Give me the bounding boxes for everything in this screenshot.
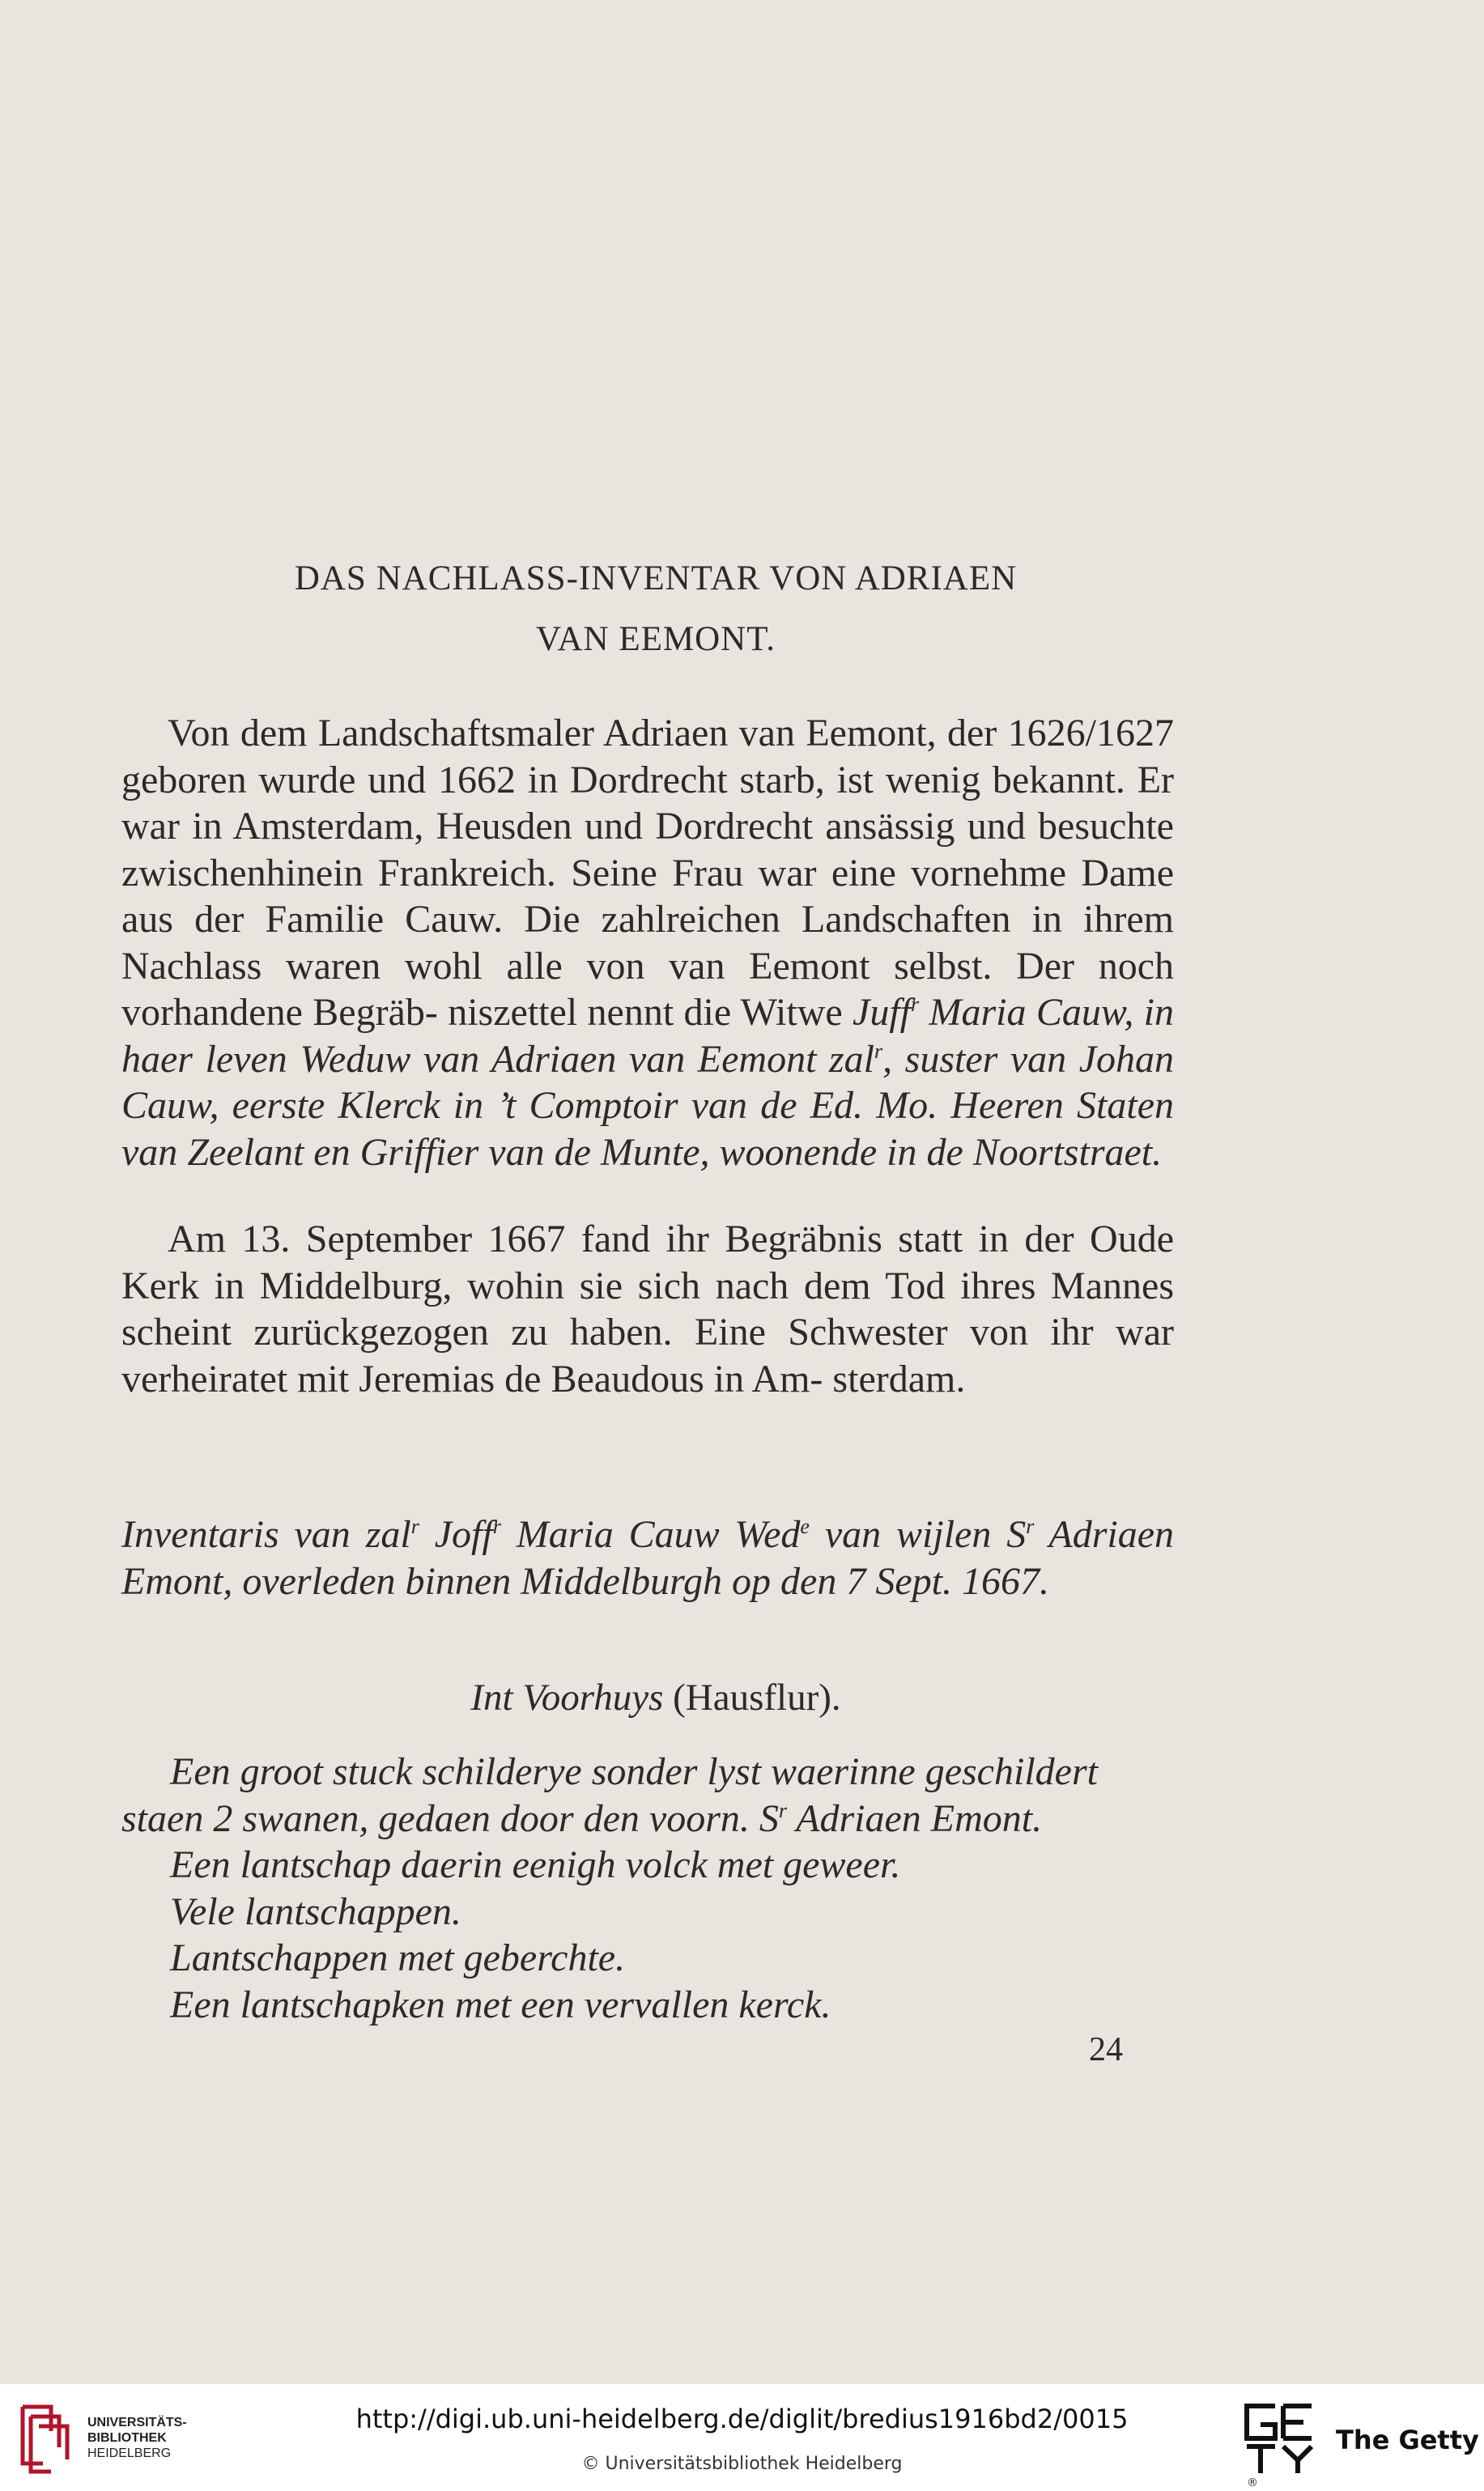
para2-line: Oude Kerk in Middelburg, wohin sie sich nach dem Tod (121, 1218, 1174, 1307)
item-text: Adriaen Emont. (787, 1796, 1043, 1840)
inventory-items (121, 1749, 1198, 2028)
title-line-1: DAS NACHLASS-INVENTAR VON ADRIAEN (294, 559, 1018, 597)
library-line: HEIDELBERG (87, 2446, 172, 2460)
italic-zeelant: Zeelant en Griffier van de Munte, woonende in de Noortstraet. (187, 1130, 1163, 1174)
item-text: Een groot stuck schilderye sonder lyst waerinne geschildert (170, 1750, 1098, 1793)
sup-r: r (911, 993, 920, 1016)
sup-r: r (410, 1515, 419, 1538)
inv-heading-part: Joff (419, 1513, 493, 1556)
inv-heading-part: Maria Cauw Wed (500, 1513, 801, 1556)
para2-line: ihres Mannes scheint zurückgezogen zu haben. Eine Schwester (121, 1264, 1175, 1354)
para2-line: sterdam. (832, 1357, 966, 1401)
para1-line: ist wenig bekannt. Er war in Amsterdam, Heusden und (121, 758, 1175, 848)
sup-r: r (778, 1798, 788, 1822)
section-heading-italic: Int Voorhuys (470, 1677, 664, 1719)
section-heading-plain: (Hausflur). (663, 1677, 841, 1719)
getty-wordmark: The Getty (1336, 2425, 1479, 2455)
paragraph-1 (121, 710, 1174, 1175)
inv-heading-part: S (1006, 1513, 1027, 1556)
sup-r: r (874, 1039, 883, 1063)
italic-klerck: eerste Klerck in ’t Comptoir van de Ed. Mo. Heeren Staten van (121, 1084, 1174, 1174)
library-line: UNIVERSITÄTS- (87, 2416, 187, 2429)
italic-maria: Maria Cauw, in haer leven (121, 991, 1175, 1081)
inv-heading-part: Adriaen Emont, overleden binnen Middelburgh op den 7 (121, 1513, 1175, 1603)
section-heading (0, 1676, 1312, 1719)
inv-heading-part: Inventaris van zal (121, 1513, 411, 1556)
para2-line: von ihr war verheiratet mit Jeremias de Beaudous in Am- (121, 1311, 1174, 1401)
registered-mark: ® (1247, 2476, 1258, 2489)
footer-bar (0, 2384, 1484, 2491)
italic-suster: , suster van Johan Cauw, (121, 1037, 1175, 1127)
sup-r: r (492, 1515, 501, 1538)
list-item-continued (121, 1796, 1198, 1843)
inventory-heading (121, 1511, 1174, 1605)
list-item: Lantschappen met geberchte. (170, 1936, 626, 1979)
italic-juff: Juff (853, 991, 912, 1034)
para1-line: 1626/1627 geboren wurde und 1662 in Dordrecht starb, (121, 712, 1174, 801)
inv-heading-part: van wijlen (809, 1513, 992, 1556)
list-item (170, 1749, 1198, 1796)
sup-r: r (1026, 1515, 1035, 1538)
para1-line: Von dem Landschaftsmaler Adriaen van Eemont, der (168, 712, 997, 755)
inv-heading-part: Sept. 1667. (875, 1559, 1049, 1603)
para1-line: Dordrecht ansässig und besuchte zwischenhinein Frankreich. (121, 805, 1174, 895)
paragraph-2 (121, 1216, 1174, 1402)
list-item: Een lantschapken met een vervallen kerck. (170, 1983, 831, 2026)
sup-e: e (800, 1515, 810, 1538)
para1-line: alle von van Eemont selbst. Der noch vorhandene Begräb- (121, 944, 1175, 1034)
getty-logo-icon (1243, 2402, 1316, 2475)
page-number: 24 (1089, 2031, 1123, 2068)
library-line: BIBLIOTHEK (87, 2431, 167, 2445)
title-line-2: VAN EEMONT. (535, 620, 776, 658)
italic-weduw: Weduw van Adriaen van Eemont zal (300, 1037, 874, 1081)
para1-line: Die zahlreichen Landschaften in ihrem Nachlass waren wohl (121, 898, 1174, 988)
list-item: Vele lantschappen. (170, 1890, 461, 1933)
list-item: Een lantschap daerin eenigh volck met geweer. (170, 1843, 901, 1886)
item-text: staen 2 swanen, gedaen door den voorn. S (121, 1796, 779, 1840)
para1-line: Seine Frau war eine vornehme Dame aus der Familie Cauw. (121, 851, 1175, 941)
source-url-link[interactable]: http://digi.ub.uni-heidelberg.de/diglit/bredius1916bd2/0015 (355, 2404, 1129, 2434)
para2-line: Am 13. September 1667 fand ihr Begräbnis statt in der (168, 1218, 1074, 1260)
copyright-notice: © Universitätsbibliothek Heidelberg (581, 2454, 903, 2474)
para1-line: niszettel nennt die Witwe (448, 991, 843, 1034)
